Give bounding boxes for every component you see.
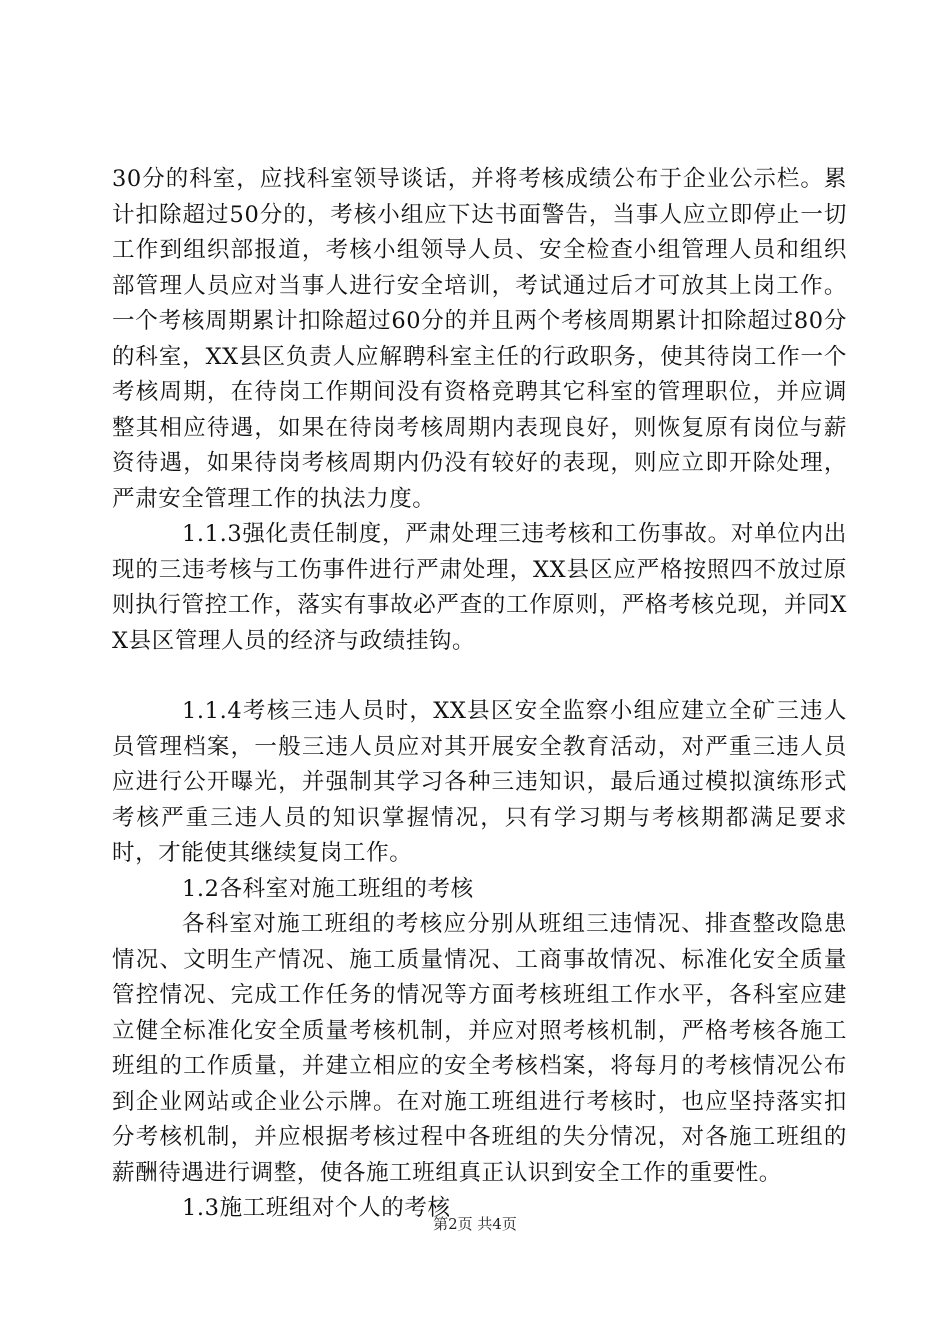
paragraph-spacer	[112, 659, 847, 694]
document-body	[112, 162, 847, 1227]
paragraph-1-1-3: 1.1.3强化责任制度，严肃处理三违考核和工伤事故。对单位内出现的三违考核与工伤事件进行严肃处理，XX县区应严格按照四不放过原则执行管控工作，落实有事故必严查的工作原则，严格考核兑现，并同XX县区管理人员的经济与政绩挂钩。	[112, 521, 847, 654]
paragraph-continuation: 30分的科室，应找科室领导谈话，并将考核成绩公布于企业公示栏。累计扣除超过50分的，考核小组应下达书面警告，当事人应立即停止一切工作到组织部报道，考核小组领导人员、安全检查小组管理人员和组织部管理人员应对当事人进行安全培训，考试通过后才可放其上岗工作。一个考核周期累计扣除超过60分的并且两个考核周期累计扣除超过80分的科室，XX县区负责人应解聘科室主任的行政职务，使其待岗工作一个考核周期，在待岗工作期间没有资格竞聘其它科室的管理职位，并应调整其相应待遇，如果在待岗考核周期内表现良好，则恢复原有岗位与薪资待遇，如果待岗考核周期内仍没有较好的表现，则应立即开除处理，严肃安全管理工作的执法力度。	[112, 166, 847, 512]
section-heading-1-2: 1.2各科室对施工班组的考核	[182, 875, 474, 902]
paragraph-1-1-4: 1.1.4考核三违人员时，XX县区安全监察小组应建立全矿三违人员管理档案，一般三违人员应对其开展安全教育活动，对严重三违人员应进行公开曝光，并强制其学习各种三违知识，最后通过模拟演练形式考核严重三违人员的知识掌握情况，只有学习期与考核期都满足要求时，才能使其继续复岗工作。	[112, 698, 847, 866]
page-footer: 第2页 共4页	[433, 1215, 517, 1233]
paragraph-1-2-body: 各科室对施工班组的考核应分别从班组三违情况、排查整改隐患情况、文明生产情况、施工质量情况、工商事故情况、标准化安全质量管控情况、完成工作任务的情况等方面考核班组工作水平，各科室应建立健全标准化安全质量考核机制，并应对照考核机制，严格考核各施工班组的工作质量，并建立相应的安全考核档案，将每月的考核情况公布到企业网站或企业公示牌。在对施工班组进行考核时，也应坚持落实扣分考核机制，并应根据考核过程中各班组的失分情况，对各施工班组的薪酬待遇进行调整，使各施工班组真正认识到安全工作的重要性。	[112, 911, 847, 1186]
section-heading-1-3: 1.3施工班组对个人的考核	[182, 1195, 451, 1221]
